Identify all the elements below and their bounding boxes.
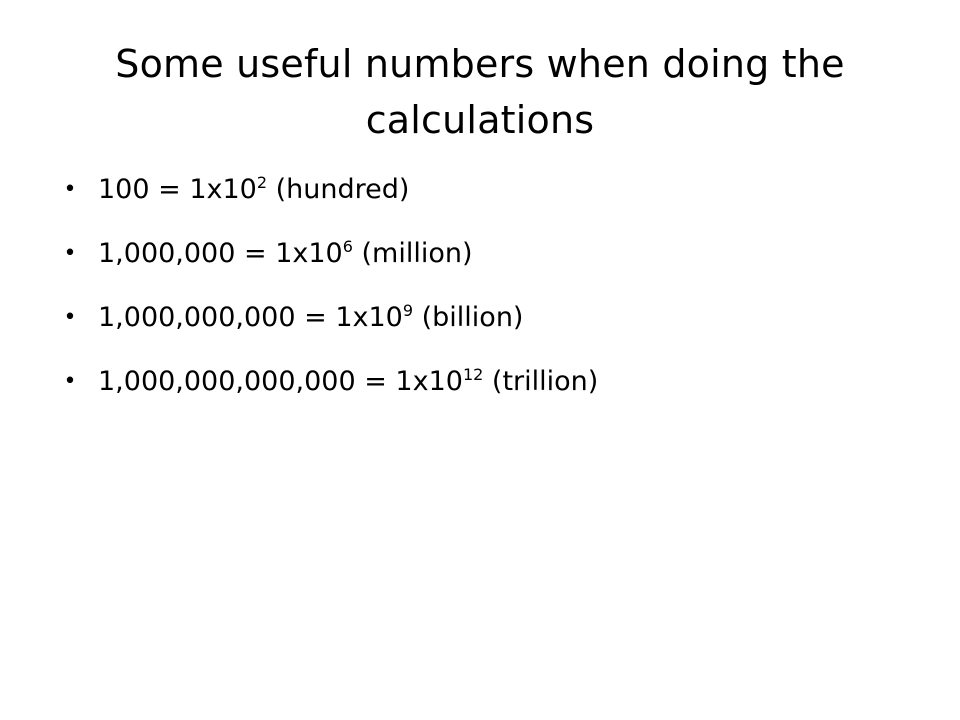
bullet-number-name: (hundred)	[275, 174, 410, 205]
bullet-item-trillion	[60, 364, 920, 400]
bullet-exponent: 9	[402, 301, 414, 320]
bullet-dot-icon: •	[63, 241, 77, 266]
bullet-number-name: (billion)	[421, 302, 524, 333]
bullet-equation: 100 = 1x10	[98, 174, 257, 205]
bullet-dot-icon: •	[63, 177, 77, 202]
bullet-equation: 1,000,000,000 = 1x10	[98, 302, 403, 333]
slide-title: Some useful numbers when doing the calculations	[115, 42, 845, 142]
bullet-exponent: 6	[342, 237, 353, 256]
bullet-item-million	[60, 236, 920, 272]
bullet-equation: 1,000,000 = 1x10	[98, 238, 343, 269]
bullet-dot-icon: •	[63, 305, 77, 330]
bullet-list	[60, 172, 920, 428]
bullet-exponent: 12	[462, 365, 484, 384]
bullet-item-billion	[60, 300, 920, 336]
bullet-exponent: 2	[256, 173, 268, 192]
bullet-equation: 1,000,000,000,000 = 1x10	[98, 366, 463, 397]
bullet-number-name: (million)	[361, 238, 473, 269]
bullet-item-hundred	[60, 172, 920, 208]
bullet-number-name: (trillion)	[491, 366, 599, 397]
bullet-dot-icon: •	[63, 369, 77, 394]
